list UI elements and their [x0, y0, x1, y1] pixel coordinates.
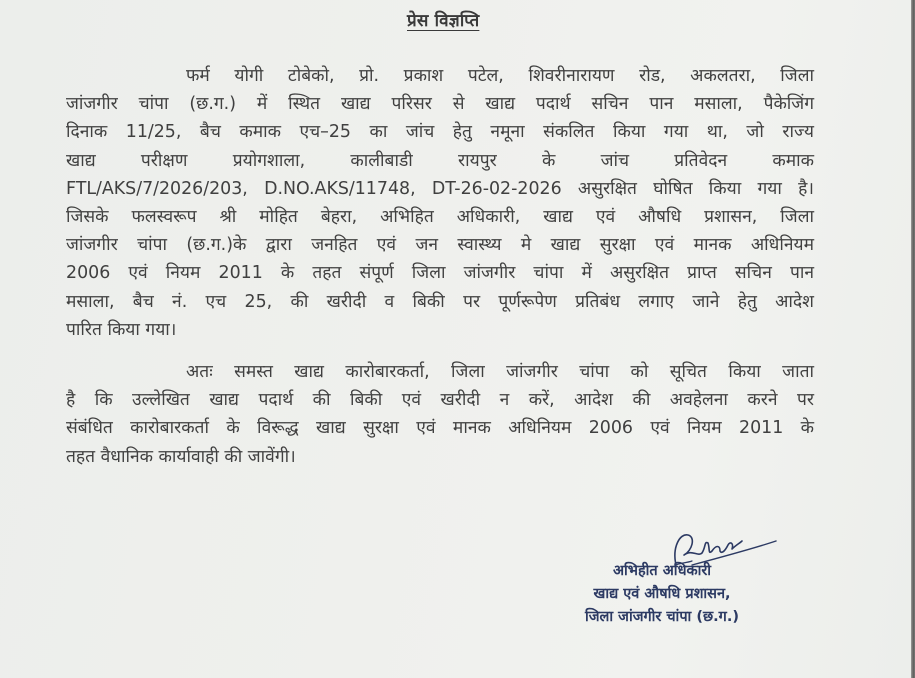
- text-line: जिसके फलस्वरूप श्री मोहित बेहरा, अभिहित अधिकारी, खाद्य एवं औषधि प्रशासन, जिला: [66, 206, 814, 227]
- text-line: फर्म योगी टोबेको, प्रो. प्रकाश पटेल, शिवरीनारायण रोड, अकलतरा, जिला: [186, 66, 814, 86]
- signatory-designation: अभिहीत अधिकारी: [612, 563, 712, 579]
- paragraph-order-notice: [66, 62, 814, 344]
- text-line: अतः समस्त खाद्य कारोबारकर्ता, जिला जांजगीर चांपा को सूचित किया जाता: [186, 362, 814, 382]
- text-line: जांजगीर चांपा (छ.ग.) में स्थित खाद्य परिसर से खाद्य पदार्थ सचिन पान मसाला, पैकेजिंग: [66, 94, 814, 115]
- text-line: 2006 एवं नियम 2011 के तहत संपूर्ण जिला जांजगीर चांपा में असुरक्षित प्राप्त सचिन पान: [66, 263, 814, 284]
- text-line: है कि उल्लेखित खाद्य पदार्थ की बिकी एवं खरीदी न करें, आदेश की अवहेलना करने पर: [66, 390, 814, 411]
- signatory-department: खाद्य एवं औषधि प्रशासन,: [593, 586, 731, 602]
- text-line: FTL/AKS/7/2026/203, D.NO.AKS/11748, DT-26-02-2026 असुरक्षित घोषित किया गया है।: [66, 178, 814, 199]
- text-line: मसाला, बैच नं. एच 25, की खरीदी व बिकी पर पूर्णरूपेण प्रतिबंध लगाए जाने हेतु आदेश: [66, 291, 814, 312]
- text-line: संबंधित कारोबारकर्ता के विरूद्ध खाद्य सुरक्षा एवं मानक अधिनियम 2006 एवं नियम 2011 के: [66, 418, 814, 439]
- paragraph-advisory: [66, 358, 814, 471]
- text-line: पारित किया गया।: [66, 319, 177, 340]
- signatory-district: जिला जांजगीर चांपा (छ.ग.): [585, 609, 739, 625]
- page-edge-border: [911, 0, 915, 678]
- text-line: दिनाक 11/25, बैच कमाक एच–25 का जांच हेतु नमूना संकलित किया गया था, जो राज्य: [66, 122, 814, 143]
- document-title: प्रेस विज्ञप्ति: [407, 11, 480, 31]
- signature-block: [562, 560, 762, 629]
- text-line: जांजगीर चांपा (छ.ग.)के द्वारा जनहित एवं जन स्वास्थ्य मे खाद्य सुरक्षा एवं मानक अधिनियम: [66, 235, 814, 256]
- text-line: तहत वैधानिक कार्यावाही की जावेंगी।: [66, 446, 296, 467]
- text-line: खाद्य परीक्षण प्रयोगशाला, कालीबाडी रायपुर के जांच प्रतिवेदन कमाक: [66, 150, 814, 171]
